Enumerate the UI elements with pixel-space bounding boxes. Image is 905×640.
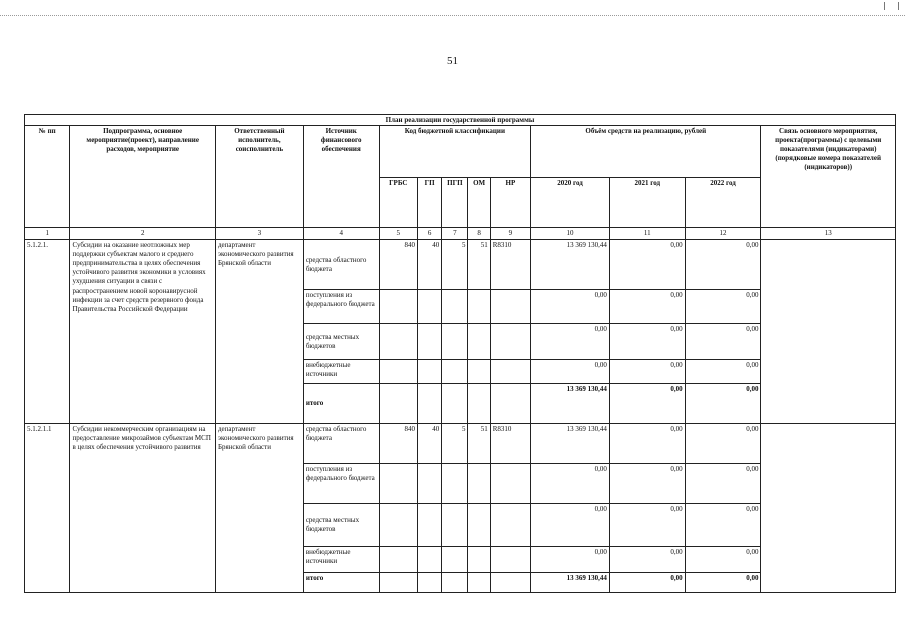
amount-2022: 0,00 bbox=[685, 424, 761, 464]
funding-source: поступления из федерального бюджета bbox=[303, 290, 379, 324]
row-number: 5.1.2.1.1 bbox=[25, 424, 70, 593]
column-number: 11 bbox=[609, 228, 685, 240]
scan-artifact-line bbox=[0, 15, 905, 16]
om-cell bbox=[468, 547, 490, 573]
amount-2021: 0,00 bbox=[609, 360, 685, 384]
program-plan-table bbox=[24, 114, 896, 593]
grbs-cell bbox=[379, 324, 417, 360]
header-om: ОМ bbox=[468, 178, 490, 228]
scan-edge-mark bbox=[884, 2, 885, 10]
executor: департамент экономического развития Брянской области bbox=[215, 424, 303, 593]
header-volume: Объём средств на реализацию, рублей bbox=[531, 126, 761, 178]
header-row bbox=[25, 126, 896, 178]
header-2022: 2022 год bbox=[685, 178, 761, 228]
grbs-cell: 840 bbox=[379, 424, 417, 464]
om-cell bbox=[468, 573, 490, 593]
pgp-cell bbox=[442, 547, 468, 573]
grbs-cell bbox=[379, 547, 417, 573]
pgp-cell bbox=[442, 360, 468, 384]
amount-2022: 0,00 bbox=[685, 324, 761, 360]
column-number: 6 bbox=[417, 228, 441, 240]
activity-name: Субсидии некоммерческим организациям на предоставление микрозаймов субъектам МСП в целях обеспечения устойчивого развития bbox=[70, 424, 215, 593]
row-number: 5.1.2.1. bbox=[25, 240, 70, 424]
column-number: 12 bbox=[685, 228, 761, 240]
nr-cell bbox=[490, 324, 530, 360]
nr-cell bbox=[490, 360, 530, 384]
amount-2022: 0,00 bbox=[685, 504, 761, 547]
gp-cell bbox=[417, 547, 441, 573]
om-cell: 51 bbox=[468, 240, 490, 290]
amount-2022: 0,00 bbox=[685, 464, 761, 504]
header-num: № пп bbox=[25, 126, 70, 228]
amount-2021: 0,00 bbox=[609, 240, 685, 290]
amount-2020: 0,00 bbox=[531, 324, 610, 360]
column-number: 1 bbox=[25, 228, 70, 240]
pgp-cell: 5 bbox=[442, 424, 468, 464]
header-nr: НР bbox=[490, 178, 530, 228]
amount-2020: 0,00 bbox=[531, 290, 610, 324]
table-title: План реализации государственной программы bbox=[25, 115, 896, 126]
amount-2020: 0,00 bbox=[531, 464, 610, 504]
pgp-cell bbox=[442, 324, 468, 360]
funding-source: средства областного бюджета bbox=[303, 240, 379, 290]
amount-2022: 0,00 bbox=[685, 360, 761, 384]
om-cell: 51 bbox=[468, 424, 490, 464]
column-number: 2 bbox=[70, 228, 215, 240]
column-number: 8 bbox=[468, 228, 490, 240]
header-budget-code: Код бюджетной классификации bbox=[379, 126, 531, 178]
gp-cell: 40 bbox=[417, 424, 441, 464]
scan-edge-mark bbox=[898, 2, 899, 10]
nr-cell bbox=[490, 464, 530, 504]
grbs-cell bbox=[379, 464, 417, 504]
header-link: Связь основного мероприятия, проекта(программы) с целевыми показателями (индикаторами) (порядковые номера показателей (индикаторов)) bbox=[761, 126, 896, 228]
indicator-link bbox=[761, 240, 896, 424]
nr-cell bbox=[490, 504, 530, 547]
executor: департамент экономического развития Брянской области bbox=[215, 240, 303, 424]
om-cell bbox=[468, 360, 490, 384]
amount-2020: 13 369 130,44 bbox=[531, 424, 610, 464]
gp-cell bbox=[417, 464, 441, 504]
gp-cell bbox=[417, 504, 441, 547]
gp-cell bbox=[417, 384, 441, 424]
header-gp: ГП bbox=[417, 178, 441, 228]
amount-2020: 0,00 bbox=[531, 547, 610, 573]
grbs-cell: 840 bbox=[379, 240, 417, 290]
total-2020: 13 369 130,44 bbox=[531, 573, 610, 593]
column-number: 10 bbox=[531, 228, 610, 240]
total-2022: 0,00 bbox=[685, 573, 761, 593]
grbs-cell bbox=[379, 290, 417, 324]
nr-cell bbox=[490, 290, 530, 324]
total-2020: 13 369 130,44 bbox=[531, 384, 610, 424]
table-row bbox=[25, 240, 896, 290]
nr-cell: R8310 bbox=[490, 240, 530, 290]
amount-2021: 0,00 bbox=[609, 547, 685, 573]
amount-2021: 0,00 bbox=[609, 424, 685, 464]
header-grbs: ГРБС bbox=[379, 178, 417, 228]
amount-2022: 0,00 bbox=[685, 290, 761, 324]
funding-source: внебюджетные источники bbox=[303, 547, 379, 573]
amount-2021: 0,00 bbox=[609, 290, 685, 324]
pgp-cell bbox=[442, 464, 468, 504]
amount-2020: 13 369 130,44 bbox=[531, 240, 610, 290]
gp-cell bbox=[417, 290, 441, 324]
header-2020: 2020 год bbox=[531, 178, 610, 228]
pgp-cell bbox=[442, 290, 468, 324]
amount-2020: 0,00 bbox=[531, 360, 610, 384]
header-executor: Ответственный исполнитель, соисполнитель bbox=[215, 126, 303, 228]
funding-source: средства местных бюджетов bbox=[303, 504, 379, 547]
gp-cell: 40 bbox=[417, 240, 441, 290]
total-2022: 0,00 bbox=[685, 384, 761, 424]
header-pgp: ПГП bbox=[442, 178, 468, 228]
pgp-cell: 5 bbox=[442, 240, 468, 290]
total-2021: 0,00 bbox=[609, 573, 685, 593]
om-cell bbox=[468, 384, 490, 424]
grbs-cell bbox=[379, 384, 417, 424]
page-number: 51 bbox=[447, 55, 458, 67]
column-number: 5 bbox=[379, 228, 417, 240]
column-number: 7 bbox=[442, 228, 468, 240]
amount-2021: 0,00 bbox=[609, 324, 685, 360]
om-cell bbox=[468, 504, 490, 547]
header-subprogram: Подпрограмма, основное мероприятие(проект), направление расходов, мероприятие bbox=[70, 126, 215, 228]
funding-source-total: итого bbox=[303, 573, 379, 593]
indicator-link bbox=[761, 424, 896, 593]
funding-source: поступления из федерального бюджета bbox=[303, 464, 379, 504]
nr-cell bbox=[490, 384, 530, 424]
grbs-cell bbox=[379, 504, 417, 547]
gp-cell bbox=[417, 360, 441, 384]
amount-2022: 0,00 bbox=[685, 547, 761, 573]
grbs-cell bbox=[379, 573, 417, 593]
amount-2020: 0,00 bbox=[531, 504, 610, 547]
gp-cell bbox=[417, 324, 441, 360]
column-number-row bbox=[25, 228, 896, 240]
total-2021: 0,00 bbox=[609, 384, 685, 424]
nr-cell bbox=[490, 573, 530, 593]
column-number: 4 bbox=[303, 228, 379, 240]
funding-source: внебюджетные источники bbox=[303, 360, 379, 384]
table-title-row bbox=[25, 115, 896, 126]
gp-cell bbox=[417, 573, 441, 593]
column-number: 9 bbox=[490, 228, 530, 240]
column-number: 3 bbox=[215, 228, 303, 240]
pgp-cell bbox=[442, 384, 468, 424]
funding-source-total: итого bbox=[303, 384, 379, 424]
table-row bbox=[25, 424, 896, 464]
funding-source: средства местных бюджетов bbox=[303, 324, 379, 360]
om-cell bbox=[468, 464, 490, 504]
grbs-cell bbox=[379, 360, 417, 384]
amount-2022: 0,00 bbox=[685, 240, 761, 290]
amount-2021: 0,00 bbox=[609, 504, 685, 547]
activity-name: Субсидии на оказание неотложных мер поддержки субъектам малого и среднего предпринимательства в целях обеспечения устойчивого развития экономики в условиях ухудшения ситуации в связи с распространением новой коронавирусной инфекции за счет средств резервного фонда Правительства Российской Федерации bbox=[70, 240, 215, 424]
amount-2021: 0,00 bbox=[609, 464, 685, 504]
header-2021: 2021 год bbox=[609, 178, 685, 228]
header-source: Источник финансового обеспечения bbox=[303, 126, 379, 228]
column-number: 13 bbox=[761, 228, 896, 240]
pgp-cell bbox=[442, 573, 468, 593]
pgp-cell bbox=[442, 504, 468, 547]
funding-source: средства областного бюджета bbox=[303, 424, 379, 464]
nr-cell bbox=[490, 547, 530, 573]
om-cell bbox=[468, 324, 490, 360]
nr-cell: R8310 bbox=[490, 424, 530, 464]
om-cell bbox=[468, 290, 490, 324]
